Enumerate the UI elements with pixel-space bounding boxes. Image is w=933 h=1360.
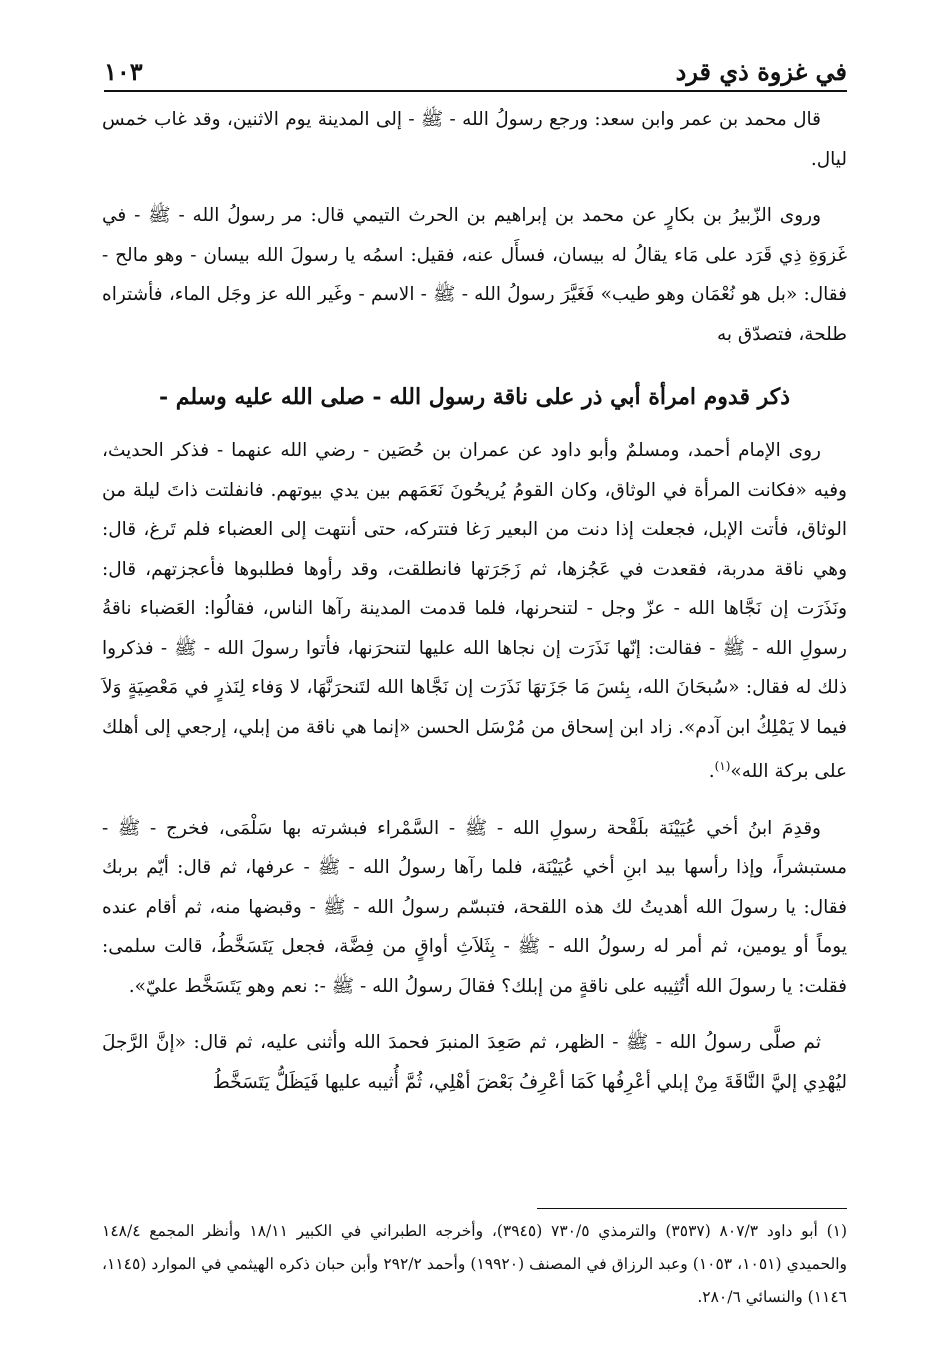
page-body bbox=[102, 100, 847, 1119]
running-header bbox=[104, 42, 847, 92]
footnote-1: (١) أبو داود ٨٠٧/٣ (٣٥٣٧) والترمذي ٧٣٠/٥ (٣٩٤٥)، وأخرجه الطبراني في الكبير ١٨/١١ وأنظر المجمع ١٤٨/٤ والحميدي (١٠٥١، ١٠٥٣) وعبد الرزاق في المصنف (١٩٩٢٠) وأحمد ٢٩٢/٢ وأبن حبان ذكره الهيثمي في الموارد (١١٤٥، ١١٤٦) والنسائي ٢٨٠/٦. bbox=[102, 1222, 848, 1306]
header-title: في غزوة ذي قرد bbox=[675, 57, 847, 86]
page-number: ١٠٣ bbox=[104, 57, 143, 86]
paragraph-hadith-imran: روى الإمام أحمد، ومسلمٌ وأبو داود عن عمران بن حُصَين - رضي الله عنهما - فذكر الحديث، وفيه «فكانت المرأة في الوثاق، وكان القومُ يُريحُونَ نَعَمَهم بين يدي بيوتهم. فانفلتت ذاتَ ليلة من الوثاق، فأتت الإبل، فجعلت إذا دنت من البعير رَغا فتتركه، حتى أنتهت إلى العضباء فلم تَرغ، قال: وهي ناقة مدربة، فقعدت في عَجُزها، ثم زَجَرَتها فانطلقت، وقد رأوها فطلبوها فأعجزتهم، قال: ونَذَرَت إن نَجَّاها الله - عزّ وجل - لتنحرنها، فلما قدمت المدينة رآها الناس، فقالُوا: العَضباء ناقةُ رسولِ الله - ﷺ - فقالت: إنّها نَذَرَت إن نجاها الله عليها لتنحرَنها، فأتوا رسولَ الله - ﷺ - فذكروا ذلك له فقال: «سُبحَانَ الله، بِئسَ مَا جَزَتهَا نَذَرَت إن نَجَّاها الله لتَنحرَنَّهَا، لا وَفاء لِنَذرٍ في مَعْصِيَةٍ وَلاَ فيما لا يَمْلِكُ ابن آدم». زاد ابن إسحاق من مُرْسَل الحسن «إنما هي ناقة من إبلي، إرجعي إلى أهلك على بركة الله»$^{(١)}$. bbox=[102, 440, 847, 783]
paragraph-return: قال محمد بن عمر وابن سعد: ورجع رسولُ الله - ﷺ - إلى المدينة يوم الاثنين، وقد غاب خمس ليال. bbox=[102, 109, 847, 170]
paragraph-uyayna: وقدِمَ ابنُ أخي عُيَيْنَة بلَقْحة رسولِ الله - ﷺ - السَّمْراء فبشرته بها سَلْمَى، فخرج - ﷺ - مستبشراً، وإذا رأسها بيد ابنِ أخي عُيَيْنَة، فلما رآها رسولُ الله - ﷺ - عرفها، ثم قال: أيّم بربك فقال: يا رسولَ الله أهديتُ لك هذه اللقحة، فتبسّم رسولُ الله - ﷺ - وقبضها منه، ثم أقام عنده يوماً أو يومين، ثم أمر له رسولُ الله - ﷺ - بِثَلاَثِ أواقٍ من فِضَّة، فجعل يَتَسَخَّطُ، قالت سلمى: فقلت: يا رسولَ الله أتُثِيبه على ناقةٍ من إبلك؟ فقالَ رسولُ الله - ﷺ -: نعم وهو يَتَسَخَّط عليّ». bbox=[102, 817, 847, 997]
paragraph-khutba: ثم صلَّى رسولُ الله - ﷺ - الظهر، ثم صَعِدَ المنبرَ فحمدَ الله وأثنى عليه، ثم قال: «إنَّ الرَّجلَ ليُهْدِي إليَّ النَّاقَةَ مِنْ إبلي أعْرِفُها كَمَا أعْرِفُ بَعْضَ أهْلِي، ثُمَّ أُثيبه عليها فَيَظَلُّ يَتَسَخَّطُ bbox=[102, 1032, 847, 1093]
paragraph-text: روى الإمام أحمد، ومسلمٌ وأبو داود عن عمران بن حُصَين - رضي الله عنهما - فذكر الحديث، وفيه «فكانت المرأة في الوثاق، وكان القومُ يُريحُونَ نَعَمَهم بين يدي بيوتهم. فانفلتت ذاتَ ليلة من الوثاق، فأتت الإبل، فجعلت إذا دنت من البعير رَغا فتتركه، حتى أنتهت إلى العضباء فلم تَرغ، قال: وهي ناقة مدربة، فقعدت في عَجُزها، ثم زَجَرَتها فانطلقت، وقد رأوها فطلبوها فأعجزتهم، قال: ونَذَرَت إن نَجَّاها الله - عزّ وجل - لتنحرنها، فلما قدمت المدينة رآها الناس، فقالُوا: العَضباء ناقةُ رسولِ الله - ﷺ - فقالت: إنّها نَذَرَت إن نجاها الله عليها لتنحرَنها، فأتوا رسولَ الله - ﷺ - فذكروا ذلك له فقال: «سُبحَانَ الله، بِئسَ مَا جَزَتهَا نَذَرَت إن نَجَّاها الله لتَنحرَنَّهَا، لا وَفاء لِنَذرٍ في مَعْصِيَةٍ وَلاَ فيما لا يَمْلِكُ ابن آدم». زاد ابن إسحاق من مُرْسَل الحسن «إنما هي ناقة من إبلي، إرجعي إلى أهلك على بركة الله» bbox=[102, 440, 847, 783]
paragraph-bisan: وروى الزّبيرُ بن بكارٍ عن محمد بن إبراهيم بن الحرث التيمي قال: مر رسولُ الله - ﷺ - في غَزوَةِ ذِي قَرَد على مَاء يقالُ له بيسان، فسأَل عنه، فقيل: اسمُه يا رسولَ الله بيسان - وهو مالح - فقال: «بل هو نُعْمَان وهو طيب» فَغَيَّرَ رسولُ الله - ﷺ - الاسم - وغَير الله عز وجَل الماء، فأشتراه طلحة، فتصدّق به bbox=[102, 205, 847, 345]
footnote-ref: (١) bbox=[714, 759, 731, 773]
footnote-divider bbox=[537, 1208, 847, 1209]
section-heading: ذكر قدوم امرأة أبي ذر على ناقة رسول الله - صلى الله عليه وسلم - bbox=[158, 384, 791, 410]
footnotes bbox=[102, 1215, 847, 1314]
